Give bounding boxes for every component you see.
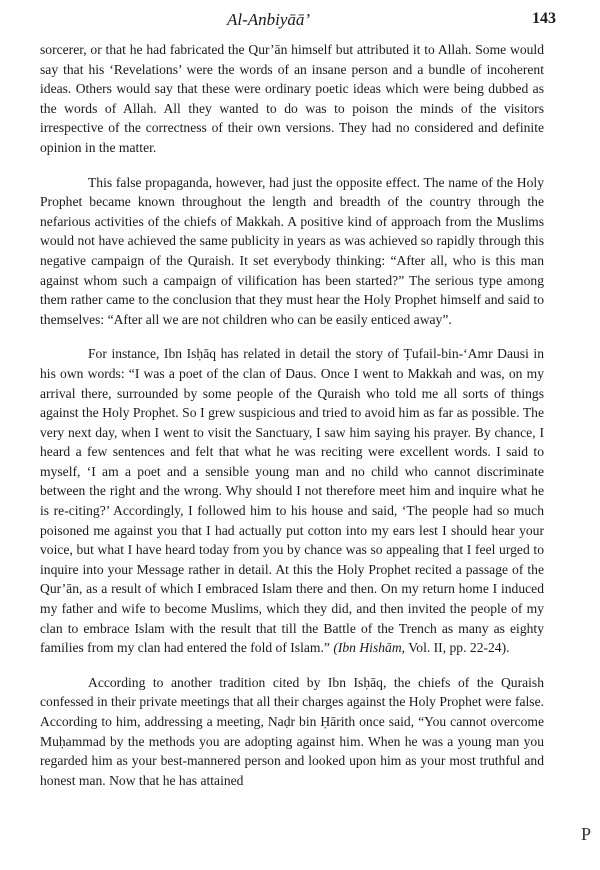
page-header: [0, 10, 600, 36]
paragraph-2: This false propaganda, however, had just the opposite effect. The name of the Holy Prophet became known throughout the length and breadth of the country through the nefarious activities of the chiefs of Makkah. A positive kind of approach from the Muslims would not have achieved the same publicity in years as was achieved so rapidly through this negative campaign of the Quraish. It set everybody thinking: “After all, who is this man against whom such a campaign of vilification has been started?” The serious type among them rather came to the conclusion that they must hear the Holy Prophet himself and said to themselves: “After all we are not children who can be easily enticed away”.: [40, 174, 544, 327]
paragraph-4: According to another tradition cited by Ibn Isḥāq, the chiefs of the Quraish confessed in their private meetings that all their charges against the Holy Prophet were false. According to him, addressing a meeting, Naḍr bin Ḥārith once said, “You cannot overcome Muḥammad by the methods you are adopting against him. When he was a young man you regarded him as your best-mannered person and looked upon him as your most truthful and honest man. Now that he has attained: [40, 674, 544, 788]
page-number: 143: [532, 10, 556, 27]
margin-mark: P: [581, 824, 592, 844]
body-text: [40, 40, 544, 805]
running-title: Al-Anbiyāā’: [227, 10, 311, 29]
paragraph-3-text: For instance, Ibn Isḥāq has related in detail the story of Ṭufail-bin-‘Amr Dausi in his own words: “I was a poet of the clan of Daus. Once I went to Makkah and was, on my arrival there, surrounded by some people of the Quraish who told me all sorts of things against the Holy Prophet. So I grew suspicious and tried to avoid him as far as possible. The very next day, when I went to visit the Sanctuary, I saw him saying his prayer. By chance, I heard a few sentences and felt that what he was reciting were excellent words. I said to myself, ‘I am a poet and a sensible young man and no child who cannot discriminate between the right and the wrong. Why should I not therefore meet him and inquire what he is re-citing?’ Accordingly, I followed him to his house and said, ‘The people had so much poisoned me against you that I had actually put cotton into my ears lest I should hear your voice, but what I have heard today from you by chance was so appealing that I feel urged to inquire into your Message rather in detail. At this the Holy Prophet recited a passage of the Qur’ān, as a result of which I embraced Islam there and then. On my return home I induced my father and wife to become Muslims, which they did, and then invited the people of my clan to embrace Islam with the result that till the Battle of the Trench as many as eighty families from my clan had entered the fold of Islam.”: [40, 346, 544, 656]
citation-details: Vol. II, pp. 22-24).: [408, 640, 510, 656]
paragraph-1: sorcerer, or that he had fabricated the Qur’ān himself but attributed it to Allah. Some would say that his ‘Revelations’ were the words of an insane person and a bundle of incoherent ideas. Others would say that these were ordinary poetic ideas which were being dubbed as the words of Allah. All they wanted to do was to poison the minds of the visitors irrespective of the correctness of their own versions. They had no considered and definite opinion in the matter.: [40, 42, 544, 155]
citation-source: (Ibn Hishām,: [333, 640, 406, 656]
paragraph-3: [40, 344, 544, 658]
